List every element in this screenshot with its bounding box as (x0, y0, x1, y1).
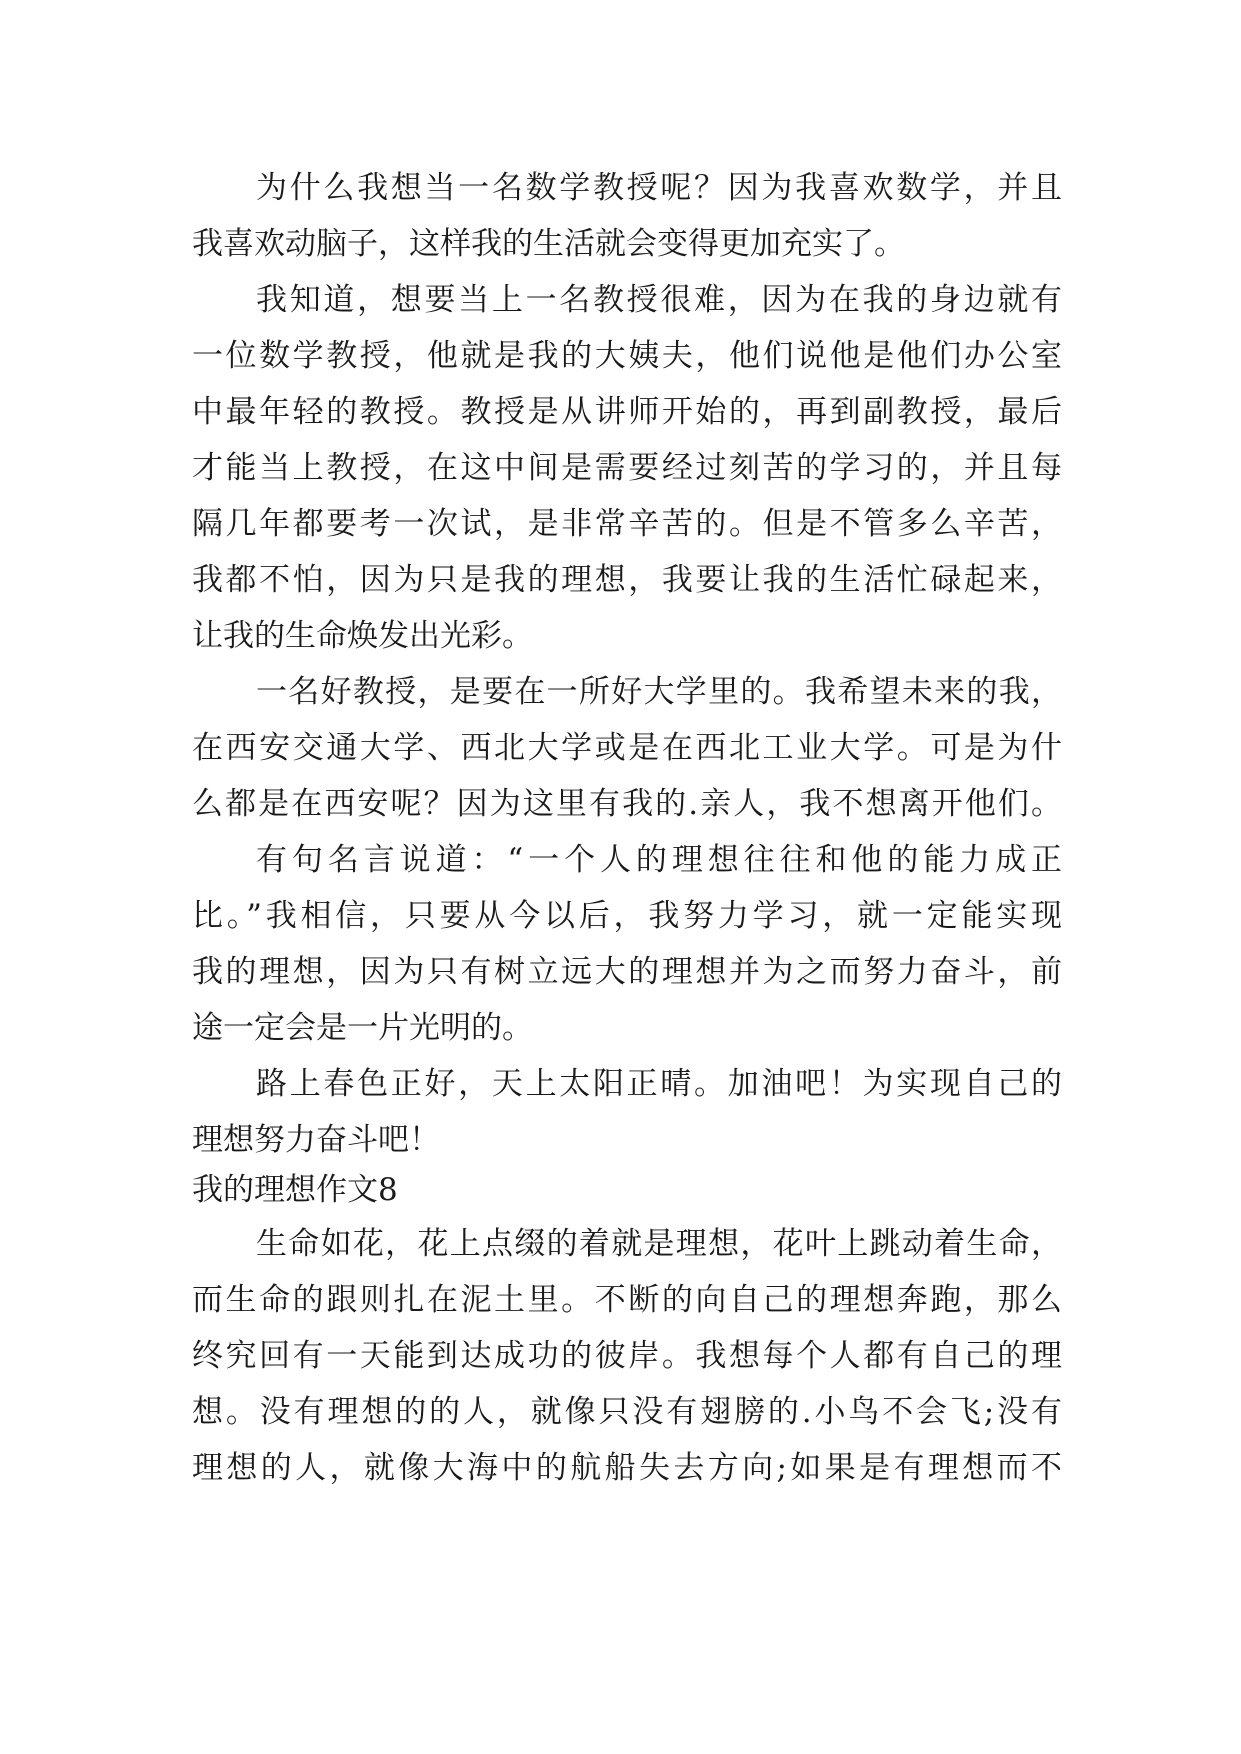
paragraph-1-line-2: 我喜欢动脑子，这样我的生活就会变得更加充实了。 (192, 226, 905, 262)
paragraph-3-line-1: 一名好教授，是要在一所好大学里的。我希望未来的我， (256, 674, 1062, 710)
paragraph-6-line-5: 理想的人，就像大海中的航船失去方向;如果是有理想而不 (192, 1450, 1062, 1486)
paragraph-4-line-4: 途一定会是一片光明的。 (192, 1010, 533, 1046)
paragraph-2-line-3: 中最年轻的教授。教授是从讲师开始的，再到副教授，最后 (192, 394, 1062, 430)
paragraph-4-line-1: 有句名言说道：“一个人的理想往往和他的能力成正 (256, 842, 1062, 878)
paragraph-5-line-2: 理想努力奋斗吧！ (192, 1122, 440, 1158)
paragraph-4-line-2: 比。”我相信，只要从今以后，我努力学习，就一定能实现 (192, 898, 1062, 934)
paragraph-2-line-5: 隔几年都要考一次试，是非常辛苦的。但是不管多么辛苦， (192, 506, 1062, 542)
paragraph-3-line-2: 在西安交通大学、西北大学或是在西北工业大学。可是为什 (192, 730, 1062, 766)
paragraph-6-line-2: 而生命的跟则扎在泥土里。不断的向自己的理想奔跑，那么 (192, 1282, 1062, 1318)
paragraph-5-line-1: 路上春色正好，天上太阳正晴。加油吧！为实现自己的 (256, 1066, 1062, 1102)
paragraph-2-line-1: 我知道，想要当上一名教授很难，因为在我的身边就有 (256, 282, 1062, 318)
paragraph-2-line-6: 我都不怕，因为只是我的理想，我要让我的生活忙碌起来， (192, 562, 1062, 598)
paragraph-4-line-3: 我的理想，因为只有树立远大的理想并为之而努力奋斗，前 (192, 954, 1062, 990)
paragraph-3-line-3: 么都是在西安呢？因为这里有我的.亲人，我不想离开他们。 (192, 786, 1062, 822)
paragraph-2-line-4: 才能当上教授，在这中间是需要经过刻苦的学习的，并且每 (192, 450, 1062, 486)
paragraph-1-line-1: 为什么我想当一名数学教授呢？因为我喜欢数学，并且 (256, 170, 1062, 206)
paragraph-6-line-3: 终究回有一天能到达成功的彼岸。我想每个人都有自己的理 (192, 1338, 1062, 1374)
paragraph-2-line-2: 一位数学教授，他就是我的大姨夫，他们说他是他们办公室 (192, 338, 1062, 374)
paragraph-6-line-4: 想。没有理想的的人，就像只没有翅膀的.小鸟不会飞;没有 (192, 1394, 1062, 1430)
paragraph-6-line-1: 生命如花，花上点缀的着就是理想，花叶上跳动着生命， (256, 1226, 1062, 1262)
section-heading: 我的理想作文8 (192, 1172, 398, 1208)
paragraph-2-line-7: 让我的生命焕发出光彩。 (192, 618, 533, 654)
